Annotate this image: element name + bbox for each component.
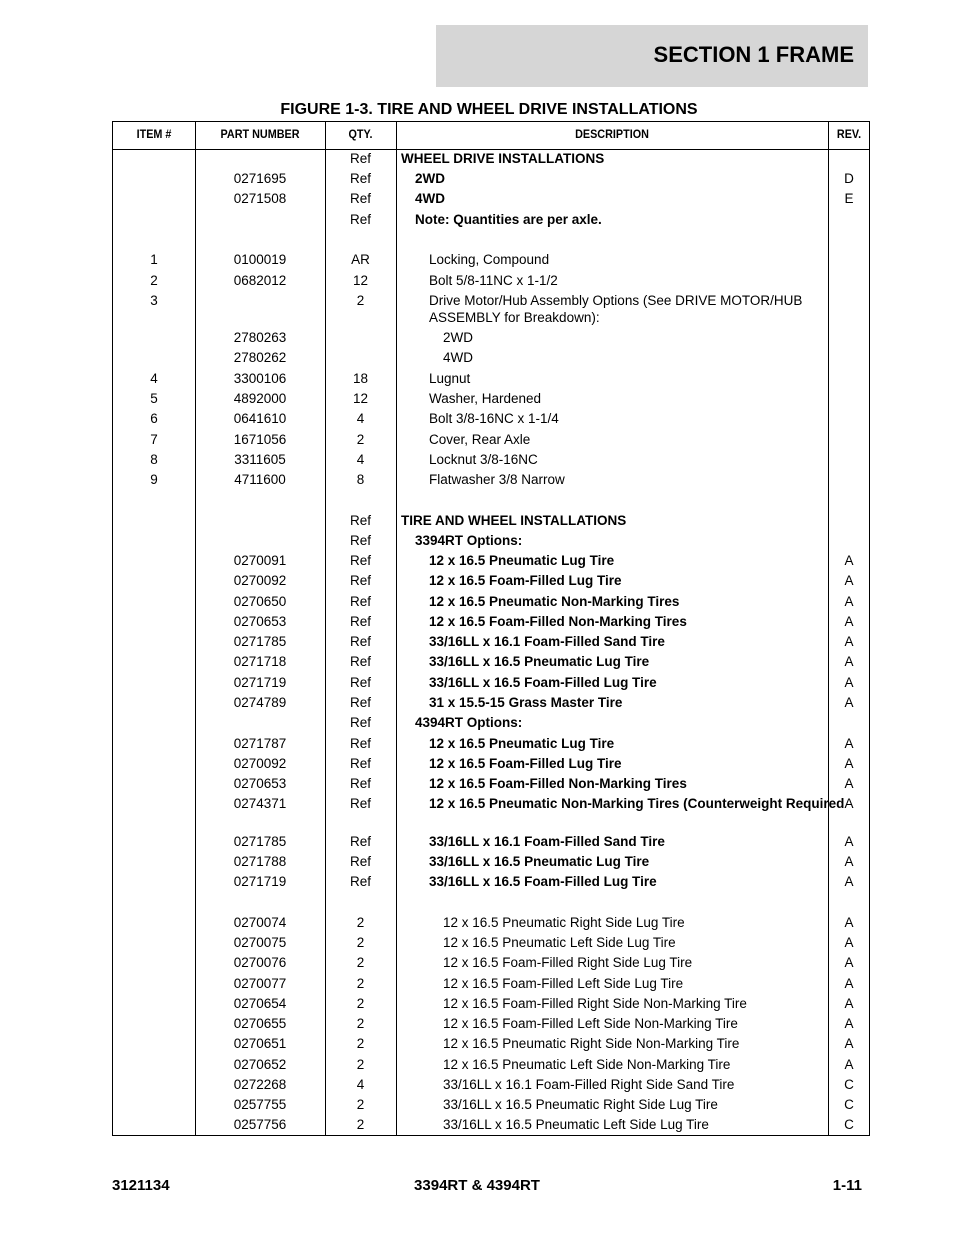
rev-cell: A <box>844 996 854 1011</box>
qty-cell: 4 <box>356 411 365 426</box>
qty-cell: 2 <box>356 1016 365 1031</box>
qty-cell: 2 <box>356 1036 365 1051</box>
column-divider <box>396 122 397 1135</box>
qty-cell: Ref <box>349 834 371 849</box>
part-number-cell: 0270076 <box>233 955 287 970</box>
description-cell: 12 x 16.5 Foam-Filled Right Side Lug Tire <box>443 955 693 970</box>
part-number-cell: 0270651 <box>233 1036 287 1051</box>
qty-cell: 2 <box>356 996 365 1011</box>
description-cell: 33/16LL x 16.5 Pneumatic Lug Tire <box>429 654 650 669</box>
item-number-cell: 3 <box>150 293 158 308</box>
description-cell: 12 x 16.5 Pneumatic Lug Tire <box>429 736 615 751</box>
qty-cell: 2 <box>356 1117 365 1132</box>
rev-cell: A <box>844 594 854 609</box>
item-number-cell: 1 <box>150 252 158 267</box>
qty-cell: 2 <box>356 1097 365 1112</box>
description-cell: 12 x 16.5 Pneumatic Left Side Lug Tire <box>443 935 676 950</box>
description-cell: 12 x 16.5 Pneumatic Lug Tire <box>429 553 615 568</box>
rev-cell: A <box>844 854 854 869</box>
qty-cell: Ref <box>349 513 371 528</box>
qty-cell: 12 <box>352 391 369 406</box>
part-number-cell: 0682012 <box>233 273 287 288</box>
qty-cell: Ref <box>349 634 371 649</box>
header-description: DESCRIPTION <box>575 127 649 141</box>
header-qty: QTY. <box>348 127 373 141</box>
rev-cell: A <box>844 796 854 811</box>
qty-cell: 2 <box>356 432 365 447</box>
part-number-cell: 0270074 <box>233 915 287 930</box>
description-cell: 3394RT Options: <box>415 533 523 548</box>
part-number-cell: 0271785 <box>233 634 287 649</box>
description-cell: 12 x 16.5 Foam-Filled Non-Marking Tires <box>429 614 687 629</box>
rev-cell: E <box>844 191 854 206</box>
part-number-cell: 0274789 <box>233 695 287 710</box>
description-cell: 12 x 16.5 Foam-Filled Lug Tire <box>429 756 622 771</box>
qty-cell: 2 <box>356 955 365 970</box>
description-cell: TIRE AND WHEEL INSTALLATIONS <box>401 513 627 528</box>
part-number-cell: 0271788 <box>233 854 287 869</box>
rev-cell: A <box>844 874 854 889</box>
qty-cell: Ref <box>349 171 371 186</box>
rev-cell: A <box>844 915 854 930</box>
description-cell: 2WD <box>415 171 445 186</box>
part-number-cell: 0257755 <box>233 1097 287 1112</box>
rev-cell: A <box>844 736 854 751</box>
description-cell: Locking, Compound <box>429 252 550 267</box>
rev-cell: A <box>844 614 854 629</box>
part-number-cell: 0271718 <box>233 654 287 669</box>
description-cell: 12 x 16.5 Pneumatic Left Side Non-Marking Tire <box>443 1057 731 1072</box>
qty-cell: Ref <box>349 796 371 811</box>
description-cell: 12 x 16.5 Foam-Filled Right Side Non-Marking Tire <box>443 996 747 1011</box>
rev-cell: A <box>844 955 854 970</box>
part-number-cell: 0270092 <box>233 573 287 588</box>
part-number-cell: 4711600 <box>234 472 286 487</box>
part-number-cell: 0271695 <box>233 171 287 186</box>
footer-model: 3394RT & 4394RT <box>414 1177 540 1194</box>
part-number-cell: 2780263 <box>233 330 287 345</box>
rev-cell: A <box>844 695 854 710</box>
part-number-cell: 0271719 <box>233 675 287 690</box>
qty-cell: 18 <box>352 371 369 386</box>
qty-cell: 8 <box>356 472 365 487</box>
item-number-cell: 6 <box>150 411 158 426</box>
parts-table <box>112 121 870 1136</box>
qty-cell: Ref <box>349 736 371 751</box>
rev-cell: A <box>844 756 854 771</box>
part-number-cell: 0641610 <box>233 411 287 426</box>
part-number-cell: 0271508 <box>233 191 287 206</box>
qty-cell: Ref <box>349 695 371 710</box>
part-number-cell: 4892000 <box>233 391 287 406</box>
description-cell: 12 x 16.5 Pneumatic Right Side Non-Marking Tire <box>443 1036 740 1051</box>
description-cell: 33/16LL x 16.1 Foam-Filled Sand Tire <box>429 834 665 849</box>
qty-cell: AR <box>351 252 370 267</box>
part-number-cell: 0270653 <box>233 776 287 791</box>
qty-cell: 2 <box>356 293 365 308</box>
item-number-cell: 9 <box>150 472 158 487</box>
qty-cell: Ref <box>349 854 371 869</box>
description-cell: 33/16LL x 16.5 Pneumatic Right Side Lug Tire <box>443 1097 718 1112</box>
rev-cell: C <box>844 1077 854 1092</box>
qty-cell: 2 <box>356 976 365 991</box>
description-cell: 31 x 15.5-15 Grass Master Tire <box>429 695 623 710</box>
part-number-cell: 0270655 <box>233 1016 287 1031</box>
description-cell: Flatwasher 3/8 Narrow <box>429 472 565 487</box>
qty-cell: Ref <box>349 776 371 791</box>
qty-cell: Ref <box>349 756 371 771</box>
figure-title: FIGURE 1-3. TIRE AND WHEEL DRIVE INSTALLATIONS <box>280 101 698 118</box>
description-cell: 2WD <box>443 330 473 345</box>
qty-cell: Ref <box>349 715 371 730</box>
description-cell: Locknut 3/8-16NC <box>429 452 538 467</box>
description-cell: 4WD <box>415 191 445 206</box>
description-cell: 4WD <box>443 350 473 365</box>
description-cell: Cover, Rear Axle <box>429 432 531 447</box>
part-number-cell: 0272268 <box>233 1077 287 1092</box>
qty-cell: Ref <box>349 594 371 609</box>
header-rev: REV. <box>836 127 862 141</box>
description-cell: WHEEL DRIVE INSTALLATIONS <box>401 151 605 166</box>
part-number-cell: 0271719 <box>233 874 287 889</box>
part-number-cell: 3300106 <box>233 371 287 386</box>
description-cell: 12 x 16.5 Foam-Filled Left Side Lug Tire <box>443 976 684 991</box>
description-cell: 33/16LL x 16.1 Foam-Filled Right Side Sand Tire <box>443 1077 735 1092</box>
qty-cell: Ref <box>349 654 371 669</box>
part-number-cell: 0271785 <box>233 834 287 849</box>
description-cell: Lugnut <box>429 371 471 386</box>
rev-cell: A <box>844 553 854 568</box>
description-cell: 12 x 16.5 Pneumatic Non-Marking Tires <box>429 594 680 609</box>
item-number-cell: 8 <box>150 452 158 467</box>
description-cell: Note: Quantities are per axle. <box>415 212 602 227</box>
description-cell: 4394RT Options: <box>415 715 523 730</box>
part-number-cell: 0270653 <box>233 614 287 629</box>
part-number-cell: 0100019 <box>233 252 287 267</box>
description-cell: 12 x 16.5 Pneumatic Non-Marking Tires (Counterweight Required <box>429 796 845 811</box>
qty-cell: 12 <box>352 273 369 288</box>
item-number-cell: 5 <box>150 391 158 406</box>
part-number-cell: 0274371 <box>233 796 287 811</box>
qty-cell: 4 <box>356 1077 365 1092</box>
description-cell: 33/16LL x 16.5 Pneumatic Lug Tire <box>429 854 650 869</box>
part-number-cell: 1671056 <box>233 432 287 447</box>
description-cell: 12 x 16.5 Pneumatic Right Side Lug Tire <box>443 915 685 930</box>
part-number-cell: 0270654 <box>233 996 287 1011</box>
part-number-cell: 0270075 <box>233 935 287 950</box>
part-number-cell: 0271787 <box>233 736 287 751</box>
rev-cell: A <box>844 935 854 950</box>
rev-cell: A <box>844 573 854 588</box>
footer-page-number: 1-11 <box>832 1177 862 1194</box>
qty-cell: 2 <box>356 935 365 950</box>
rev-cell: D <box>844 171 854 186</box>
rev-cell: A <box>844 834 854 849</box>
header-item: ITEM # <box>136 127 172 141</box>
qty-cell: Ref <box>349 212 371 227</box>
section-header <box>436 25 868 87</box>
description-cell: 33/16LL x 16.5 Pneumatic Left Side Lug Tire <box>443 1117 709 1132</box>
item-number-cell: 4 <box>150 371 158 386</box>
qty-cell: Ref <box>349 675 371 690</box>
footer-doc-number: 3121134 <box>112 1177 170 1194</box>
rev-cell: C <box>844 1117 854 1132</box>
qty-cell: Ref <box>349 191 371 206</box>
description-cell: 12 x 16.5 Foam-Filled Left Side Non-Marking Tire <box>443 1016 738 1031</box>
item-number-cell: 7 <box>150 432 158 447</box>
rev-cell: A <box>844 1016 854 1031</box>
description-cell: 33/16LL x 16.5 Foam-Filled Lug Tire <box>429 874 657 889</box>
rev-cell: A <box>844 776 854 791</box>
part-number-cell: 0270650 <box>233 594 287 609</box>
rev-cell: A <box>844 976 854 991</box>
description-cell: Washer, Hardened <box>429 391 542 406</box>
description-cell: Drive Motor/Hub Assembly Options (See DRIVE MOTOR/HUB ASSEMBLY for Breakdown): <box>429 293 803 325</box>
qty-cell: 2 <box>356 1057 365 1072</box>
part-number-cell: 0270091 <box>233 553 287 568</box>
rev-cell: A <box>844 634 854 649</box>
qty-cell: Ref <box>349 614 371 629</box>
description-cell: 12 x 16.5 Foam-Filled Lug Tire <box>429 573 622 588</box>
rev-cell: A <box>844 1057 854 1072</box>
qty-cell: Ref <box>349 874 371 889</box>
qty-cell: Ref <box>349 573 371 588</box>
description-cell: Bolt 5/8-11NC x 1-1/2 <box>429 273 558 288</box>
part-number-cell: 2780262 <box>233 350 287 365</box>
part-number-cell: 0270652 <box>233 1057 287 1072</box>
rev-cell: C <box>844 1097 854 1112</box>
section-title: SECTION 1 FRAME <box>653 42 854 67</box>
description-cell: 12 x 16.5 Foam-Filled Non-Marking Tires <box>429 776 687 791</box>
part-number-cell: 3311605 <box>234 452 286 467</box>
description-cell: Bolt 3/8-16NC x 1-1/4 <box>429 411 559 426</box>
part-number-cell: 0257756 <box>233 1117 287 1132</box>
description-cell: 33/16LL x 16.1 Foam-Filled Sand Tire <box>429 634 665 649</box>
qty-cell: 2 <box>356 915 365 930</box>
part-number-cell: 0270077 <box>233 976 287 991</box>
header-part-number: PART NUMBER <box>220 127 300 141</box>
description-cell: 33/16LL x 16.5 Foam-Filled Lug Tire <box>429 675 657 690</box>
qty-cell: 4 <box>356 452 365 467</box>
rev-cell: A <box>844 654 854 669</box>
qty-cell: Ref <box>349 151 371 166</box>
qty-cell: Ref <box>349 553 371 568</box>
part-number-cell: 0270092 <box>233 756 287 771</box>
qty-cell: Ref <box>349 533 371 548</box>
rev-cell: A <box>844 675 854 690</box>
rev-cell: A <box>844 1036 854 1051</box>
item-number-cell: 2 <box>150 273 158 288</box>
